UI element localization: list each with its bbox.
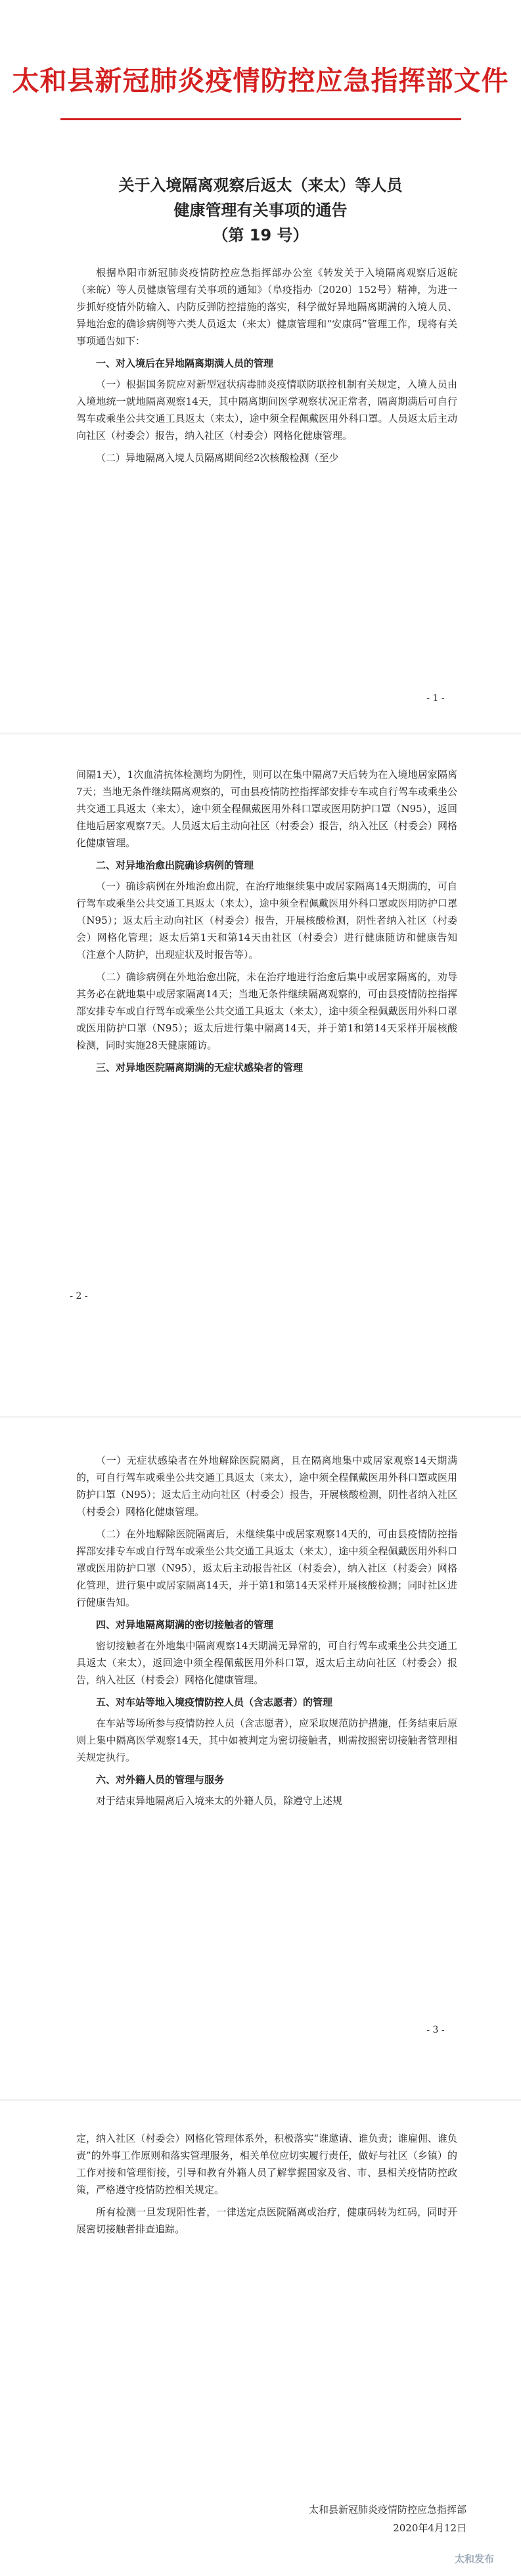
page3-body: [76, 1452, 457, 1815]
paragraph: 密切接触者在外地集中隔离观察14天期满无异常的，可自行驾车或乘坐公共交通工具返太（来太），返回途中须全程佩戴医用外科口罩，返太后主动向社区（村委会）报告，纳入社区（村委会）网格化健康管理。: [76, 1640, 457, 1686]
paragraph: （一）根据国务院应对新型冠状病毒肺炎疫情联防联控机制有关规定，入境人员由入境地统一就地隔离观察14天，其中隔离期间医学观察状况正常者，隔离期满后可自行驾车或乘坐公共交通工具返太（来太），途中须全程佩戴医用外科口罩。人员返太后主动向社区（村委会）报告，纳入社区（村委会）网格化健康管理。: [76, 378, 457, 441]
signature-block: [217, 2500, 466, 2537]
section-heading-4: 四、对异地隔离期满的密切接触者的管理: [96, 1619, 274, 1631]
intro-paragraph: 根据阜阳市新冠肺炎疫情防控应急指挥部办公室《转发关于入境隔离观察后返皖（来皖）等人员健康管理有关事项的通知》（阜疫指办〔2020〕152号）精神，为进一步抓好疫情外防输入、内防反弹防控措施的落实，科学做好异地隔离期满的入境人员、异地治愈的确诊病例等六类人员返太（来太）健康管理和“安康码”管理工作，现将有关事项通告如下：: [76, 267, 457, 347]
signature-date: 2020年4月12日: [393, 2522, 466, 2534]
paragraph: 间隔1天），1次血清抗体检测均为阴性，则可以在集中隔离7天后转为在入境地居家隔离7天；当地无条件继续隔离观察的，可由县疫情防控指挥部安排专车或自行驾车或乘坐公共交通工具返太（来太），途中须全程佩戴医用外科口罩或医用防护口罩（N95），返回住地后居家观察7天。人员返太后主动向社区（村委会）报告，纳入社区（村委会）网格化健康管理。: [76, 769, 457, 849]
paragraph: （一）无症状感染者在外地解除医院隔离，且在隔离地集中或居家观察14天期满的，可自行驾车或乘坐公共交通工具返太（来太），途中须全程佩戴医用外科口罩或医用防护口罩（N95）；返太后主动向社区（村委会）报告，开展核酸检测，阴性者纳入社区（村委会）网格化健康管理。: [76, 1455, 457, 1518]
org-header-title: 太和县新冠肺炎疫情防控应急指挥部文件: [12, 65, 509, 97]
section-heading-2: 二、对异地治愈出院确诊病例的管理: [96, 859, 254, 871]
section-heading-3: 三、对异地医院隔离期满的无症状感染者的管理: [96, 1062, 304, 1073]
page-number: - 2 -: [70, 1291, 88, 1301]
section-heading-1: 一、对入境后在异地隔离期满人员的管理: [96, 357, 274, 369]
red-divider-line: [60, 118, 461, 120]
section-heading-5: 五、对车站等地入境疫情防控人员（含志愿者）的管理: [96, 1696, 333, 1708]
paragraph: 对于结束异地隔离后入境来太的外籍人员，除遵守上述规: [96, 1795, 343, 1807]
paragraph: 定，纳入社区（村委会）网格化管理体系外，积极落实“谁邀请、谁负责；谁雇佣、谁负责”的外事工作原则和落实管理服务，相关单位应切实履行责任，做好与社区（乡镇）的工作对接和管理衔接，引导和教育外籍人员了解掌握国家及省、市、县相关疫情防控政策，严格遵守疫情防控相关规定。: [76, 2133, 457, 2196]
paragraph: 在车站等场所参与疫情防控人员（含志愿者），应采取规范防护措施，任务结束后原则上集中隔离医学观察14天，其中如被判定为密切接触者，则需按照密切接触者管理相关规定执行。: [76, 1717, 457, 1763]
paragraph: （二）在外地解除医院隔离后，未继续集中或居家观察14天的，可由县疫情防控指挥部安排专车或自行驾车或乘坐公共交通工具返太（来太），途中须全程佩戴医用外科口罩或医用防护口罩（N95），返太后主动报告社区（村委会），纳入社区（村委会）网格化管理，进行集中或居家隔离14天，并于第1和第14天采样开展核酸检测；同时社区进行健康告知。: [76, 1528, 457, 1608]
page4-body: [76, 2130, 457, 2243]
page1-body: [76, 264, 457, 472]
document-page-1: [0, 0, 521, 734]
notice-title-line1: 关于入境隔离观察后返太（来太）等人员: [118, 176, 403, 194]
page-number: - 3 -: [426, 2025, 445, 2035]
closing-paragraph: 所有检测一旦发现阳性者，一律送定点医院隔离或治疗，健康码转为红码，同时开展密切接触者排查追踪。: [76, 2206, 457, 2235]
watermark: 太和发布: [455, 2553, 495, 2565]
notice-number: （第 19 号）: [212, 226, 309, 244]
paragraph: （二）确诊病例在外地治愈出院，未在治疗地进行治愈后集中或居家隔离的，劝导其务必在就地集中或居家隔离14天；当地无条件继续隔离观察的，可由县疫情防控指挥部安排专车或自行驾车或乘坐公共交通工具返太（来太），途中须全程佩戴医用外科口罩或医用防护口罩（N95）；返太后进行集中隔离14天，并于第1和第14天采样开展核酸检测，同时实施28天健康随访。: [76, 971, 457, 1051]
notice-title-line2: 健康管理有关事项的通告: [173, 201, 348, 219]
signature-org: 太和县新冠肺炎疫情防控应急指挥部: [308, 2504, 466, 2516]
page2-body: [76, 766, 457, 1080]
paragraph: （一）确诊病例在外地治愈出院，在治疗地继续集中或居家隔离14天期满的，可自行驾车或乘坐公共交通工具返太（来太），途中须全程佩戴医用外科口罩或医用防护口罩（N95）；返太后主动向社区（村委会）报告，开展核酸检测，阴性者纳入社区（村委会）网格化管理；返太后第1天和第14天由社区（村委会）进行健康随访和健康告知（注意个人防护，出现症状及时报告等）。: [76, 880, 457, 960]
paragraph: （二）异地隔离入境人员隔离期间经2次核酸检测（至少: [96, 452, 339, 464]
page-number: - 1 -: [426, 693, 445, 704]
section-heading-6: 六、对外籍人员的管理与服务: [96, 1774, 225, 1786]
